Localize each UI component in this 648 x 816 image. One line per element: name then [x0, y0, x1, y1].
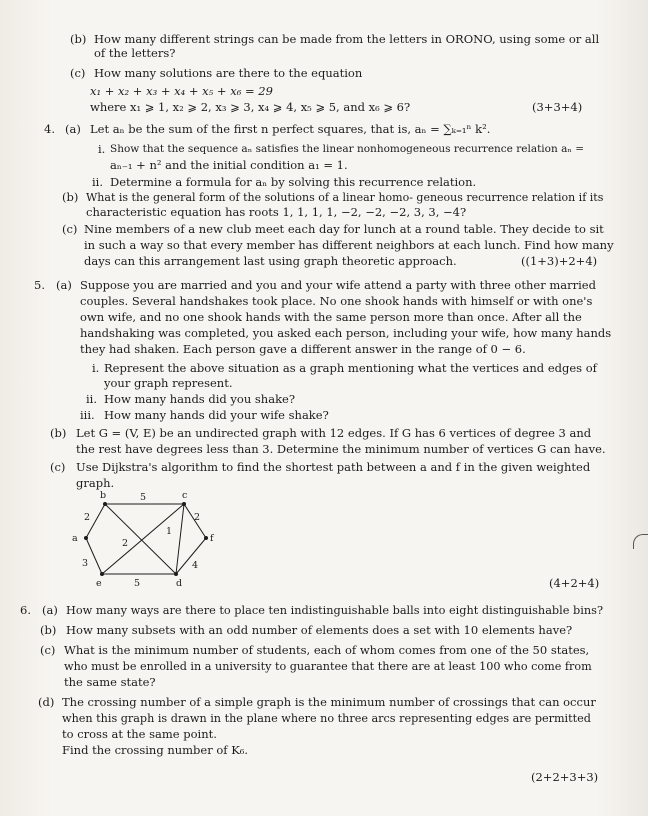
weight-a-b: 2	[84, 512, 91, 523]
q3b-text: How many different strings can be made from the letters in ORONO, using some or all of the letters?	[94, 32, 600, 60]
weight-e-d: 5	[134, 578, 141, 588]
weight-a-e: 3	[82, 558, 89, 569]
q6d-text-3: to cross at the same point.	[62, 727, 217, 741]
q6c-text-2: who must be enrolled in a university to guarantee that there are at least 100 who come from	[64, 660, 592, 673]
edge-b-d	[105, 504, 176, 574]
vertex-b	[103, 502, 107, 506]
q6d-label: (d)	[38, 695, 55, 709]
q6a-text: How many ways are there to place ten indistinguishable balls into eight distinguishable bins?	[66, 604, 604, 617]
q6b-label: (b)	[40, 623, 57, 637]
q4a-i-label: i.	[98, 142, 106, 156]
vertex-label-f: f	[210, 533, 214, 544]
vertex-label-e: e	[96, 578, 102, 588]
weight-b-c: 5	[140, 492, 147, 503]
q6-number: 6.	[20, 603, 31, 617]
q4b-label: (b)	[62, 190, 79, 204]
vertex-f	[204, 536, 208, 540]
edge-a-e	[86, 538, 102, 574]
q5a-i-label: i.	[92, 361, 100, 375]
q3c-where: where x₁ ⩾ 1, x₂ ⩾ 2, x₃ ⩾ 3, x₄ ⩾ 4, x₅ ⩾ 5, and x₆ ⩾ 6?	[90, 100, 411, 114]
q3c-text: How many solutions are there to the equation	[94, 66, 363, 80]
q5a-ii-text: How many hands did you shake?	[104, 392, 296, 406]
q5c-text-2: graph.	[76, 476, 115, 490]
q4c-text-2: in such a way so that every member has different neighbors at each lunch. Find how many	[84, 238, 614, 252]
q6d-text-4: Find the crossing number of K₆.	[62, 743, 249, 757]
q6-marks: (2+2+3+3)	[531, 770, 599, 784]
q5c-label: (c)	[50, 460, 66, 474]
page-edge-mark	[633, 534, 648, 549]
q4a-i-text-1: Show that the sequence aₙ satisfies the linear nonhomogeneous recurrence relation aₙ =	[110, 143, 585, 155]
weight-d-f: 4	[192, 560, 199, 571]
q6c-text-1: What is the minimum number of students, each of whom comes from one of the 50 states,	[64, 643, 590, 657]
q4-marks: ((1+3)+2+4)	[521, 254, 598, 268]
q6d-text-1: The crossing number of a simple graph is the minimum number of crossings that can occur	[62, 695, 596, 709]
vertex-label-d: d	[176, 578, 183, 588]
q5a-i-text-2: your graph represent.	[104, 376, 233, 390]
vertex-label-a: a	[72, 533, 78, 544]
q5-number: 5.	[34, 278, 45, 292]
q5b-text-1: Let G = (V, E) be an undirected graph with 12 edges. If G has 6 vertices of degree 3 and	[76, 426, 592, 440]
edge-d-f	[176, 538, 206, 574]
vertex-e	[100, 572, 104, 576]
q4c-text-1: Nine members of a new club meet each day for lunch at a round table. They decide to sit	[84, 222, 604, 236]
vertex-a	[84, 536, 88, 540]
q6c-label: (c)	[40, 643, 56, 657]
q3-marks: (3+3+4)	[532, 100, 583, 114]
edge-c-e	[102, 504, 184, 574]
q5a-ii-label: ii.	[86, 392, 98, 406]
q5a-iii-label: iii.	[80, 408, 95, 422]
q4c-text-3: days can this arrangement last using graph theoretic approach.	[84, 254, 457, 268]
q4a-i-text-2: aₙ₋₁ + n² and the initial condition a₁ = 1.	[110, 158, 348, 172]
q5a-text-3: own wife, and no one shook hands with the same person more than once. After all the	[80, 310, 582, 324]
q4b-text-1: What is the general form of the solutions of a linear homo- geneous recurrence relation if its	[86, 191, 604, 204]
vertex-d	[174, 572, 178, 576]
vertex-label-c: c	[182, 490, 188, 501]
q5c-text-1: Use Dijkstra's algorithm to find the shortest path between a and f in the given weighted	[76, 460, 591, 474]
q6c-text-3: the same state?	[64, 675, 156, 689]
q4b-text-2: characteristic equation has roots 1, 1, 1, 1, −2, −2, −2, 3, 3, −4?	[86, 205, 467, 219]
q5a-label: (a)	[56, 278, 72, 292]
q5a-text-5: they had shaken. Each person gave a different answer in the range of 0 − 6.	[80, 342, 526, 356]
q4a-ii-text: Determine a formula for aₙ by solving this recurrence relation.	[110, 175, 477, 189]
q5a-text-2: couples. Several handshakes took place. No one shook hands with himself or with one's	[80, 294, 593, 308]
q6b-text: How many subsets with an odd number of elements does a set with 10 elements have?	[66, 623, 573, 637]
weighted-graph	[60, 488, 230, 588]
edge-c-d	[176, 504, 184, 574]
q5a-text-1: Suppose you are married and you and your wife attend a party with three other married	[80, 278, 596, 292]
q4a-text: Let aₙ be the sum of the first n perfect squares, that is, aₙ = ∑ₖ₌₁ⁿ k².	[90, 122, 491, 136]
q6a-label: (a)	[42, 603, 58, 617]
q5a-iii-text: How many hands did your wife shake?	[104, 408, 329, 422]
q5b-label: (b)	[50, 426, 67, 440]
q5b-text-2: the rest have degrees less than 3. Determine the minimum number of vertices G can have.	[76, 442, 606, 456]
q5a-i-text-1: Represent the above situation as a graph mentioning what the vertices and edges of	[104, 361, 597, 375]
q4c-label: (c)	[62, 222, 78, 236]
q5-marks: (4+2+4)	[549, 576, 600, 590]
q5a-text-4: handshaking was completed, you asked each person, including your wife, how many hands	[80, 326, 612, 340]
weight-c-d: 1	[166, 526, 173, 537]
vertex-c	[182, 502, 186, 506]
q4a-label: (a)	[65, 122, 81, 136]
q4-number: 4.	[44, 122, 55, 136]
q3c-label: (c)	[70, 66, 86, 80]
vertex-label-b: b	[100, 490, 107, 501]
q3b-label: (b)	[70, 32, 87, 46]
q6d-text-2: when this graph is drawn in the plane where no three arcs representing edges are permitted	[62, 712, 591, 725]
q4a-ii-label: ii.	[92, 175, 104, 189]
q3c-equation: x₁ + x₂ + x₃ + x₄ + x₅ + x₆ = 29	[90, 84, 273, 98]
weight-c-f: 2	[194, 512, 201, 523]
weight-b-d: 2	[122, 538, 129, 549]
